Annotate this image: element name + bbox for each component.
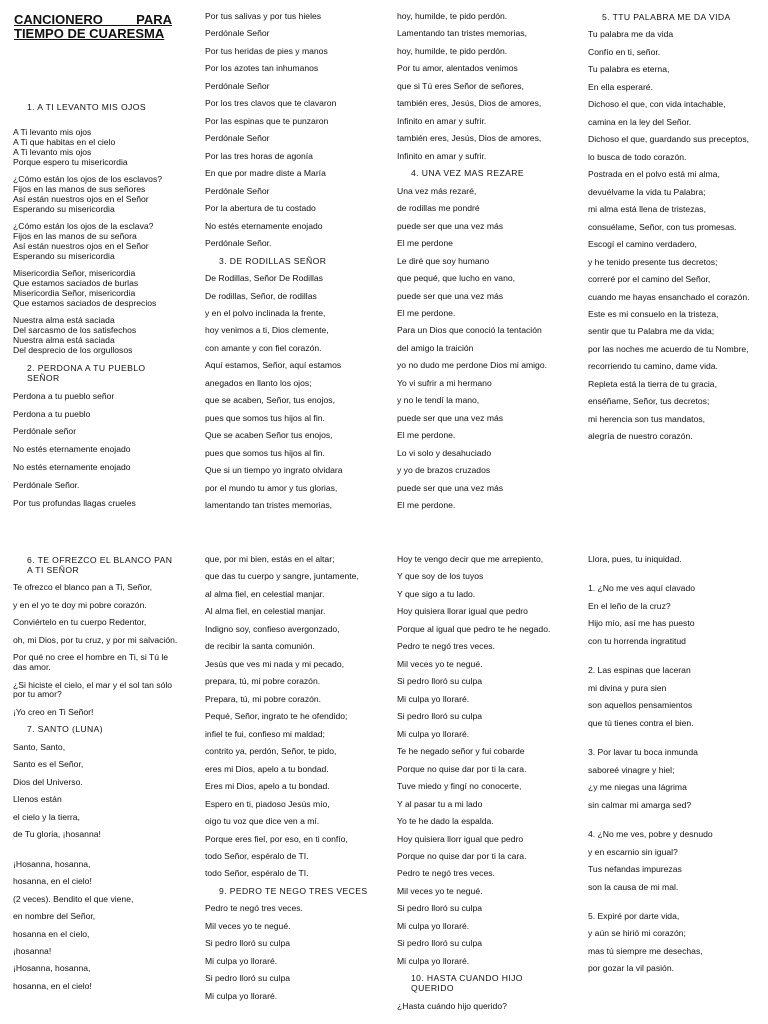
lyric-line: ¿y me niegas una lágrima — [588, 782, 687, 793]
lyric-line: Confío en ti, señor. — [588, 46, 661, 57]
lyric-line: Esperando su misericordia — [13, 251, 115, 261]
lyric-line: mi divina y pura sien — [588, 682, 667, 693]
bottom-column-3 — [397, 555, 562, 1019]
lyric-line: puede ser que una vez más — [397, 482, 504, 493]
bottom-column-4 — [588, 555, 758, 982]
bottom-column-2 — [205, 555, 375, 1009]
lyric-line: mi alma está llena de tristezas, — [588, 204, 706, 215]
lyric-line: que pequé, que lucho en vano, — [397, 273, 516, 284]
lyric-line: puede ser que una vez más — [397, 412, 504, 423]
lyric-line-spaced: No estés eternamente enojado — [13, 444, 131, 455]
lyric-line: (2 veces). Bendito el que viene, — [13, 893, 134, 904]
lyric-line: A Ti levanto mis ojos — [13, 147, 92, 158]
lyric-line: Si pedro lloró su culpa — [205, 973, 291, 984]
song-heading: 1. A TI LEVANTO MIS OJOS — [27, 102, 146, 112]
lyric-line: Te he negado señor y fui cobarde — [397, 746, 525, 757]
lyric-line: y yo de brazos cruzados — [397, 465, 491, 476]
lyric-line: Conviértelo en tu cuerpo Redentor, — [13, 617, 147, 628]
lyric-line: Postrada en el polvo está mi alma, — [588, 169, 720, 180]
lyric-line: oh, mi Dios, por tu cruz, y por mi salvación. — [13, 634, 178, 645]
lyric-line: que se acaben, Señor, tus enojos, — [205, 395, 335, 406]
lyric-line: yo no dudo me perdone Dios mi amigo. — [397, 360, 547, 371]
lyric-line: Por tu amor, alentados venimos — [397, 63, 518, 74]
lyric-line: Porque eres fiel, por eso, en ti confío, — [205, 833, 348, 844]
lyric-line: Si pedro lloró su culpa — [397, 938, 483, 949]
lyric-line: Yo te he dado la espalda. — [397, 816, 494, 827]
lyric-line: Infinito en amar y sufrir. — [397, 115, 487, 126]
song-heading: 5. TTU PALABRA ME DA VIDA — [602, 12, 731, 22]
lyric-line: Misericordia Señor, misericordia — [13, 288, 136, 299]
lyric-line: saboreé vinagre y hiel; — [588, 764, 675, 775]
document-title: CANCIONERO PARA TIEMPO DE CUARESMA — [14, 12, 172, 42]
lyric-line: son aquellos pensamientos — [588, 700, 693, 711]
lyric-line: Repleta está la tierra de tu gracia, — [588, 378, 717, 389]
lyric-line: Del desprecio de los orgullosos — [13, 345, 133, 355]
lyric-line: devuélvame la vida tu Palabra; — [588, 186, 706, 197]
lyric-line: correré por el camino del Señor, — [588, 274, 711, 285]
lyric-line: ¡Yo creo en Ti Señor! — [13, 706, 94, 717]
stanza-gap — [13, 848, 178, 860]
lyric-line: contrito ya, perdón, Señor, te pido, — [205, 746, 337, 757]
lyric-line: que tú tienes contra el bien. — [588, 717, 694, 728]
song-heading: 3. DE RODILLAS SEÑOR — [219, 255, 327, 266]
top-column-3 — [397, 12, 567, 519]
lyric-line: En que por madre diste a María — [205, 168, 326, 179]
lyric-line: de Tu gloria, ¡hosanna! — [13, 829, 101, 840]
lyric-line: lamentando tan tristes memorias, — [205, 500, 333, 511]
lyric-line: ¿Si hiciste el cielo, el mar y el sol tan sólo por tu amor? — [13, 679, 173, 700]
lyric-line: anegados en llanto los ojos; — [205, 377, 312, 388]
lyric-line: y en el yo te doy mi pobre corazón. — [13, 599, 147, 610]
lyric-line: el cielo y la tierra, — [13, 811, 80, 822]
lyric-line: Mi culpa yo lloraré. — [397, 920, 470, 931]
lyric-line: del amigo la traición — [397, 342, 474, 353]
lyric-line: Por qué no cree el hombre en Ti, si Tú le das amor. — [13, 652, 169, 673]
lyric-line: ¿Cómo están los ojos de la esclava? — [13, 221, 154, 232]
lyric-line: Mi culpa yo lloraré. — [205, 955, 278, 966]
lyric-line: Mi culpa yo lloraré. — [397, 728, 470, 739]
lyric-line: Tu palabra es eterna, — [588, 64, 670, 75]
lyric-line: ¿Hasta cuándo hijo querido? — [397, 1000, 507, 1011]
lyric-line: Por tus heridas de pies y manos — [205, 45, 328, 56]
lyric-line: con tu horrenda ingratitud — [588, 635, 686, 646]
lyric-line: Y que sigo a tu lado. — [397, 588, 476, 599]
lyric-line: Lo vi solo y desahuciado — [397, 447, 492, 458]
lyric-line: Por los azotes tan inhumanos — [205, 63, 319, 74]
lyric-line: Mil veces yo te negué. — [397, 885, 483, 896]
lyric-line: 5. Expiré por darte vida, — [588, 910, 680, 921]
lyric-line: puede ser que una vez más — [397, 290, 504, 301]
lyric-line-spaced: No estés eternamente enojado — [13, 462, 131, 473]
song-heading: 6. TE OFREZCO EL BLANCO PAN A TI SEÑOR — [27, 555, 173, 575]
lyric-line: eres mi Dios, apelo a tu bondad. — [205, 763, 329, 774]
lyric-line: Llenos están — [13, 794, 62, 805]
lyric-line: Por las tres horas de agonía — [205, 150, 313, 161]
lyric-line: todo Señor, espéralo de TI. — [205, 868, 309, 879]
lyric-line: Por la abertura de tu costado — [205, 203, 316, 214]
lyric-line: también eres, Jesús, Dios de amores, — [397, 98, 542, 109]
lyric-line: Este es mi consuelo en la tristeza, — [588, 308, 719, 319]
lyric-line: camina en la ley del Señor. — [588, 116, 692, 127]
lyric-line: Dichoso el que, guardando sus preceptos, — [588, 134, 749, 145]
lyric-line: Mi culpa yo lloraré. — [205, 990, 278, 1001]
lyric-line: y en escarnio sin igual? — [588, 846, 678, 857]
lyric-line: Por los tres clavos que te clavaron — [205, 98, 337, 109]
lyric-line: Si pedro lloró su culpa — [205, 938, 291, 949]
song-heading: 2. PERDONA A TU PUEBLO SEÑOR — [27, 362, 146, 383]
lyric-line: por el mundo tu amor y tus glorias, — [205, 482, 338, 493]
lyric-line: Del sarcasmo de los satisfechos — [13, 325, 137, 336]
song-heading: 10. HASTA CUANDO HIJO QUERIDO — [411, 973, 523, 994]
lyric-line: De Rodillas, Señor De Rodillas — [205, 273, 323, 284]
lyric-line: Yo vi sufrir a mi hermano — [397, 377, 492, 388]
lyric-line: Santo es el Señor, — [13, 759, 84, 770]
lyric-line: también eres, Jesús, Dios de amores, — [397, 133, 542, 144]
lyric-line: Dichoso el que, con vida intachable, — [588, 99, 726, 110]
lyric-line: hosanna, en el cielo! — [13, 876, 92, 887]
lyric-line: de rodillas me pondré — [397, 203, 480, 214]
lyric-line: y no le tendí la mano, — [397, 395, 480, 406]
lyric-line: Pedro te negó tres veces. — [205, 903, 303, 914]
lyric-line: Al alma fiel, en celestial manjar. — [205, 606, 326, 617]
lyric-line: Si pedro lloró su culpa — [397, 903, 483, 914]
lyric-line: hoy, humilde, te pido perdón. — [397, 45, 508, 56]
lyric-line: Fijos en las manos de sus señores — [13, 184, 146, 195]
lyric-line: ¿Cómo están los ojos de los esclavos? — [13, 174, 163, 185]
lyric-line: Porque espero tu misericordia — [13, 157, 128, 167]
lyric-line: Jesús que ves mi nada y mi pecado, — [205, 658, 345, 669]
lyric-line: Si pedro lloró su culpa — [397, 711, 483, 722]
lyric-line: Hoy quisiera llorr igual que pedro — [397, 833, 524, 844]
lyric-line: Así están nuestros ojos en el Señor — [13, 241, 149, 252]
lyric-line: Perdónale Señor. — [205, 238, 272, 249]
top-column-2 — [205, 12, 375, 519]
song-heading: 4. UNA VEZ MAS REZARE — [411, 168, 524, 179]
lyric-line: que das tu cuerpo y sangre, juntamente, — [205, 571, 359, 582]
lyric-line: Pedro te negó tres veces. — [397, 641, 495, 652]
lyric-line: Que se acaben Señor tus enojos, — [205, 430, 333, 441]
lyric-line: ¡hosanna! — [13, 946, 52, 956]
lyric-line: y en el polvo inclinada la frente, — [205, 307, 326, 318]
lyric-line: Esperando su misericordia — [13, 204, 115, 214]
lyric-line: 3. Por lavar tu boca inmunda — [588, 747, 698, 758]
lyric-line: A Ti levanto mis ojos — [13, 127, 92, 138]
lyric-line: Lamentando tan tristes memorias, — [397, 28, 527, 39]
lyric-line: Dios del Universo. — [13, 776, 83, 787]
lyric-line: lo busca de todo corazón. — [588, 151, 687, 162]
lyric-line: son la causa de mi mal. — [588, 881, 679, 892]
lyric-line: Por las espinas que te punzaron — [205, 115, 329, 126]
lyric-line: Misericordia Señor, misericordia — [13, 268, 136, 279]
lyric-line: Así están nuestros ojos en el Señor — [13, 194, 149, 205]
top-column-4 — [588, 12, 760, 450]
lyric-line: y aún se hirió mi corazón; — [588, 928, 686, 939]
lyric-line: Hoy quisiera llorar igual que pedro — [397, 606, 528, 617]
lyric-line: Para un Dios que conoció la tentación — [397, 325, 542, 336]
lyric-line: En el leño de la cruz? — [588, 600, 671, 611]
lyric-line: Llora, pues, tu iniquidad. — [588, 554, 682, 564]
lyric-line: 4. ¿No me ves, pobre y desnudo — [588, 829, 713, 840]
song-heading: 7. SANTO (LUNA) — [27, 724, 104, 735]
lyric-line: Y que soy de los tuyos — [397, 571, 484, 582]
lyric-line: 2. Las espinas que laceran — [588, 665, 691, 676]
lyric-line: oigo tu voz que dice ven a mí. — [205, 816, 320, 827]
lyric-line: ¡Hosanna, hosanna, — [13, 963, 91, 974]
lyric-line: Escogí el camino verdadero, — [588, 239, 697, 250]
lyric-line: No estés eternamente enojado — [205, 220, 323, 231]
lyric-line: Aquí estamos, Señor, aquí estamos — [205, 360, 342, 371]
lyric-line: que, por mi bien, estás en el altar; — [205, 554, 335, 564]
lyric-line: Que si un tiempo yo ingrato olvidara — [205, 465, 343, 476]
lyric-line: mas tú siempre me desechas, — [588, 945, 703, 956]
lyric-line: infiel te fui, confieso mi maldad; — [205, 728, 325, 739]
lyric-line: hosanna en el cielo, — [13, 928, 90, 939]
lyric-line: Mi culpa yo lloraré. — [397, 955, 470, 966]
lyric-line-spaced: Perdona a tu pueblo — [13, 408, 91, 419]
lyric-line: Infinito en amar y sufrir. — [397, 150, 487, 161]
lyric-line: A Ti que habitas en el cielo — [13, 137, 116, 148]
lyric-line: Mil veces yo te negué. — [397, 658, 483, 669]
lyric-line: Nuestra alma está saciada — [13, 335, 115, 346]
lyric-line: de recibir la santa comunión. — [205, 641, 315, 652]
lyric-line: Mil veces yo te negué. — [205, 920, 291, 931]
lyric-line: Mi culpa yo lloraré. — [397, 693, 470, 704]
lyric-line: Le diré que soy humano — [397, 255, 490, 266]
lyric-line: Tuve miedo y fingí no conocerte, — [397, 781, 522, 792]
lyric-line: por las noches me acuerdo de tu Nombre, — [588, 343, 749, 354]
lyric-line: cuando me hayas ensanchado el corazón. — [588, 291, 750, 302]
lyric-line: De rodillas, Señor, de rodillas — [205, 290, 317, 301]
lyric-line: El me perdone. — [397, 430, 456, 441]
lyric-line: consuélame, Señor, con tus promesas. — [588, 221, 737, 232]
lyric-line: puede ser que una vez más — [397, 220, 504, 231]
lyric-line: alegría de nuestro corazón. — [588, 431, 693, 442]
song-heading: 9. PEDRO TE NEGO TRES VECES — [219, 885, 368, 896]
lyric-line: Indigno soy, confieso avergonzado, — [205, 623, 340, 634]
lyric-line: al alma fiel, en celestial manjar. — [205, 588, 325, 599]
lyric-line: Perdónale Señor — [205, 80, 270, 91]
lyric-line: Porque no quise dar por ti la cara. — [397, 850, 527, 861]
lyric-line: Porque al igual que pedro te he negado. — [397, 623, 551, 634]
lyric-line: ¡Hosanna, hosanna, — [13, 858, 91, 869]
lyric-line: Tu palabra me da vida — [588, 29, 674, 40]
lyric-line: Nuestra alma está saciada — [13, 315, 115, 326]
lyric-line: recorriendo tu camino, dame vida. — [588, 361, 718, 372]
lyric-line: todo Señor, espéralo de TI. — [205, 850, 309, 861]
bottom-column-1 — [13, 555, 178, 999]
lyric-line-spaced: Perdónale señor — [13, 426, 77, 437]
lyric-line: y he tenido presente tus decretos; — [588, 256, 718, 267]
lyric-line: que si Tú eres Señor de señores, — [397, 80, 524, 91]
lyric-line: 1. ¿No me ves aquí clavado — [588, 583, 695, 594]
lyric-line: Y al pasar tu a mi lado — [397, 798, 483, 809]
lyric-line-spaced: Perdona a tu pueblo señor — [13, 390, 115, 401]
lyric-line: sentir que tu Palabra me da vida; — [588, 326, 715, 337]
lyric-line: Hijo mío, así me has puesto — [588, 618, 695, 629]
lyric-line: mi herencia son tus mandatos, — [588, 413, 706, 424]
lyric-line: Perdónale Señor — [205, 185, 270, 196]
lyric-line: por gozar la vil pasión. — [588, 963, 674, 974]
lyric-line: Perdónale Señor — [205, 28, 270, 39]
lyric-line: Que estamos saciados de burlas — [13, 278, 139, 289]
lyric-line: El me perdone. — [397, 307, 456, 318]
lyric-line: pues que somos tus hijos al fin. — [205, 412, 325, 423]
top-column-1 — [13, 95, 173, 517]
lyric-line: Pequé, Señor, ingrato te he ofendido; — [205, 711, 348, 722]
lyric-line: Fijos en las manos de su señora — [13, 231, 137, 242]
lyric-line: sin calmar mi amarga sed? — [588, 799, 692, 810]
lyric-line: en nombre del Señor, — [13, 911, 96, 922]
lyric-line: Hoy te vengo decir que me arrepiento, — [397, 554, 544, 564]
lyric-line: Pedro te negó tres veces. — [397, 868, 495, 879]
lyric-line: El me perdone. — [397, 500, 456, 511]
lyric-line: Porque no quise dar por ti la cara. — [397, 763, 527, 774]
lyric-line: Que estamos saciados de desprecios — [13, 298, 157, 308]
lyric-line: Te ofrezco el blanco pan a Ti, Señor, — [13, 582, 153, 593]
lyric-line: En ella esperaré. — [588, 81, 653, 92]
lyric-line: prepara, tú, mi pobre corazón. — [205, 676, 321, 687]
lyric-line: pues que somos tus hijos al fin. — [205, 447, 325, 458]
lyric-line: hosanna, en el cielo! — [13, 980, 92, 991]
lyric-line: Una vez más rezaré, — [397, 185, 477, 196]
lyric-line: El me perdone — [397, 238, 453, 249]
lyric-line-spaced: Por tus profundas llagas crueles — [13, 497, 136, 508]
lyric-line: hoy venimos a ti, Dios clemente, — [205, 325, 329, 336]
lyric-line: Tus nefandas impurezas — [588, 864, 682, 875]
lyric-line: Si pedro lloró su culpa — [397, 676, 483, 687]
lyric-line: hoy, humilde, te pido perdón. — [397, 11, 508, 21]
lyric-line: enséñame, Señor, tus decretos; — [588, 396, 710, 407]
lyric-line: Por tus salivas y por tus hieles — [205, 11, 322, 21]
lyric-line: con amante y con fiel corazón. — [205, 342, 322, 353]
lyric-line: Espero en ti, piadoso Jesús mío, — [205, 798, 330, 809]
lyric-line: Perdónale Señor — [205, 133, 270, 144]
lyric-line: Eres mi Dios, apelo a tu bondad. — [205, 781, 330, 792]
lyric-line-spaced: Perdónale Señor. — [13, 480, 80, 490]
lyric-line: Prepara, tú, mi pobre corazón. — [205, 693, 322, 704]
lyric-line: Santo, Santo, — [13, 741, 66, 752]
